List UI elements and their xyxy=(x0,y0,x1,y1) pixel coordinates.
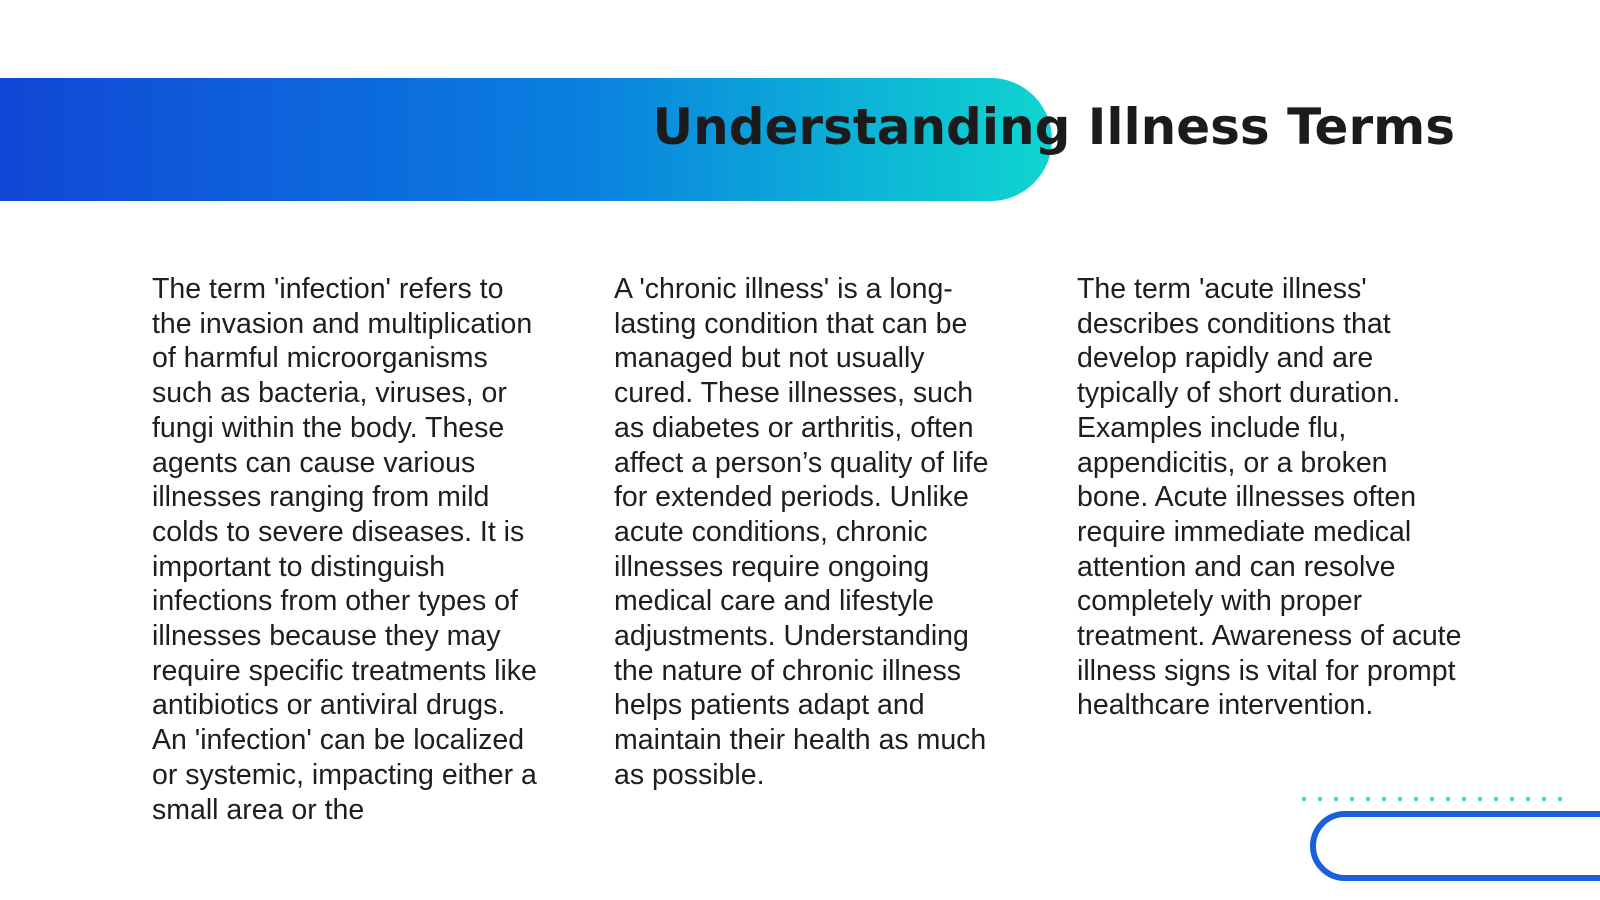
decorative-dot xyxy=(1526,797,1530,801)
decorative-dot xyxy=(1366,797,1370,801)
decorative-dot-row xyxy=(1300,795,1600,803)
body-column-infection: The term 'infection' refers to the invasion and multiplication of harmful microorganisms such as bacteria, viruses, or fungi within the body. These agents can cause various illnesses ranging from mild colds to severe diseases. It is important to distinguish infections from other types of illnesses because they may require specific treatments like antibiotics or antiviral drugs. An 'infection' can be localized or systemic, impacting either a small area or the xyxy=(152,273,537,826)
decorative-dot xyxy=(1510,797,1514,801)
decorative-dot xyxy=(1462,797,1466,801)
decorative-dot xyxy=(1494,797,1498,801)
body-column-acute-illness: The term 'acute illness' describes conditions that develop rapidly and are typically of short duration. Examples include flu, appendicitis, or a broken bone. Acute illnesses often require immediate medical attention and can resolve completely with proper treatment. Awareness of acute illness signs is vital for prompt healthcare intervention. xyxy=(1077,273,1462,722)
decorative-dot xyxy=(1334,797,1338,801)
decorative-dot xyxy=(1302,797,1306,801)
decorative-dot xyxy=(1542,797,1546,801)
decorative-dot xyxy=(1478,797,1482,801)
decorative-dot xyxy=(1414,797,1418,801)
decorative-dot xyxy=(1558,797,1562,801)
decorative-dot xyxy=(1350,797,1354,801)
decorative-dot xyxy=(1318,797,1322,801)
body-column-chronic-illness: A 'chronic illness' is a long-lasting condition that can be managed but not usually cured. These illnesses, such as diabetes or arthritis, often affect a person’s quality of life for extended periods. Unlike acute conditions, chronic illnesses require ongoing medical care and lifestyle adjustments. Understanding the nature of chronic illness helps patients adapt and maintain their health as much as possible. xyxy=(614,273,989,791)
decorative-dot xyxy=(1382,797,1386,801)
slide-title: Understanding Illness Terms xyxy=(652,98,1455,156)
decorative-dot xyxy=(1398,797,1402,801)
decorative-dot xyxy=(1430,797,1434,801)
decorative-dot xyxy=(1446,797,1450,801)
decorative-pill-outline xyxy=(1310,811,1600,881)
